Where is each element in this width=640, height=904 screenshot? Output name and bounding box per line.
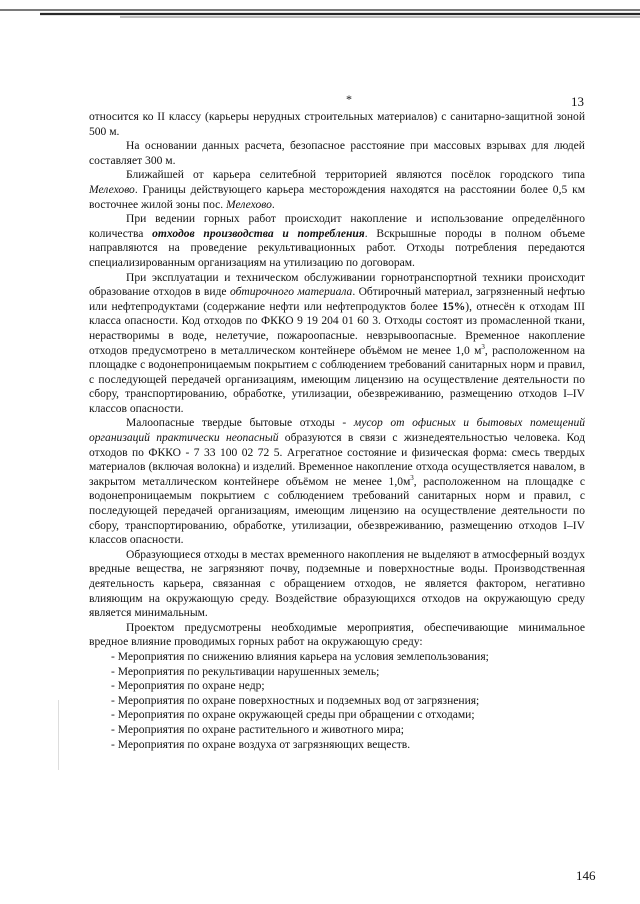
text-run: образуются в связи с жизнедеятельностью человека. Код отходов по ФККО - 7 33 100 02 72 5. Агрегатное состояние и физическая форма: смесь твердых материалов (включая волокна) и изделий. Временное накопление отхода осуществляется навалом, в закрытом металлическом контейнере объёмом не менее 1,0м [89, 432, 585, 488]
text-run: Образующиеся отходы в местах временного накопления не выделяют в атмосферный воздух вредные вещества, не загрязняют почву, подземные и поверхностные воды. Производственная деятельность карьера, связанная с обращением отходов, не является фактором, негативно влияющим на окружающую среду. Воздействие образующихся отходов на окружающую среду является минимальным. [89, 548, 585, 620]
text-run: 15% [442, 300, 466, 313]
text-run: Малоопасные твердые бытовые отходы - [126, 417, 354, 430]
text-run: относится ко II классу (карьеры нерудных строительных материалов) с санитарно-защитной зоной 500 м. [89, 111, 585, 138]
header-star-mark: * [346, 92, 352, 106]
paragraph-5 [89, 271, 585, 417]
paragraph-7 [89, 548, 585, 621]
text-run: Мелехово [89, 183, 135, 196]
paragraph-2 [89, 139, 585, 168]
text-run: ), отнесён к отходам III класса опасности. Код отходов по ФККО 9 19 204 01 60 3. Отходы состоят из промасленной ткани, нерастворимы в воде, нелетучие, пожароопасные. невзрывоопасные. Временное накопление отходов предусмотрено в металлическом контейнере объёмом не менее 1,0 м [89, 300, 585, 357]
page-number-bottom: 146 [576, 868, 596, 883]
text-run: , расположенном на площадке с водонепроницаемым покрытием с соблюдением требований санитарных норм и правил, с последующей передачей организациям, имеющим лицензию на осуществление деятельности по сбору, транспортированию, обработке, утилизации, обезвреживанию, размещению отходов I–IV классов опасности. [89, 344, 585, 415]
text-run: 3 [481, 342, 485, 351]
measure-item: - Мероприятия по снижению влияния карьера на условия землепользования; [111, 650, 489, 663]
measure-item: - Мероприятия по охране недр; [111, 680, 265, 693]
text-run: . Вскрышные породы в полном объеме направляются на проведение рекультивационных работ. Отходы потребления передаются специализированным организациям на утилизацию по договорам. [89, 227, 585, 269]
text-run: . [271, 198, 275, 211]
measures-list [89, 650, 585, 752]
paragraph-3 [89, 168, 585, 212]
text-run: мусор от офисных и бытовых помещений организаций практически неопасный [89, 417, 585, 445]
paragraph-8 [89, 621, 585, 650]
text-run: Мелехово [226, 198, 272, 211]
measure-item: - Мероприятия по охране растительного и животного мира; [111, 723, 405, 736]
text-run: Ближайшей от карьера селитебной территорией являются посёлок городского типа [126, 169, 585, 182]
measure-item: - Мероприятия по охране воздуха от загрязняющих веществ. [111, 738, 411, 751]
scan-margin-mark [58, 700, 65, 770]
scan-border-lines [0, 6, 640, 20]
page-number-top: 13 [571, 94, 584, 109]
text-run: При ведении горных работ происходит накопление и использование определённого количества [89, 213, 585, 240]
text-run: отходов производства и потребления [152, 227, 365, 240]
paragraph-1 [89, 110, 585, 139]
measure-item: - Мероприятия по рекультивации нарушенных земель; [111, 665, 380, 678]
measure-item: - Мероприятия по охране поверхностных и подземных вод от загрязнения; [111, 694, 480, 707]
text-run: . Границы действующего карьера месторождения находятся на расстоянии более 0,5 км восточнее жилой зоны пос. [89, 183, 585, 211]
text-run: При эксплуатации и техническом обслуживании горнотранспортной техники происходит образование отходов в виде [89, 271, 585, 299]
text-run: 3 [410, 473, 414, 482]
text-run: Проектом предусмотрены необходимые мероприятия, обеспечивающие минимальное вредное влияние проводимых горных работ на окружающую среду: [89, 621, 585, 649]
text-run: . Обтирочный материал, загрязненный нефтью или нефтепродуктами (содержание нефти или нефтепродуктов более [89, 286, 585, 313]
measure-item: - Мероприятия по охране окружающей среды при обращении с отходами; [111, 709, 475, 722]
text-run: обтирочного материала [229, 286, 353, 299]
text-run: На основании данных расчета, безопасное расстояние при массовых взрывах для людей составляет 300 м. [89, 140, 585, 167]
paragraph-4 [89, 212, 585, 270]
document-body [89, 110, 585, 752]
paragraph-6 [89, 416, 585, 547]
text-run: , расположенном на площадке с водонепроницаемым покрытием с соблюдением требований санитарных норм и правил, с последующей передачей организациям, имеющим лицензию на осуществление деятельности по сбору, транспортированию, обработке, утилизации, обезвреживанию, размещению отходов I–IV классов опасности. [89, 475, 585, 547]
